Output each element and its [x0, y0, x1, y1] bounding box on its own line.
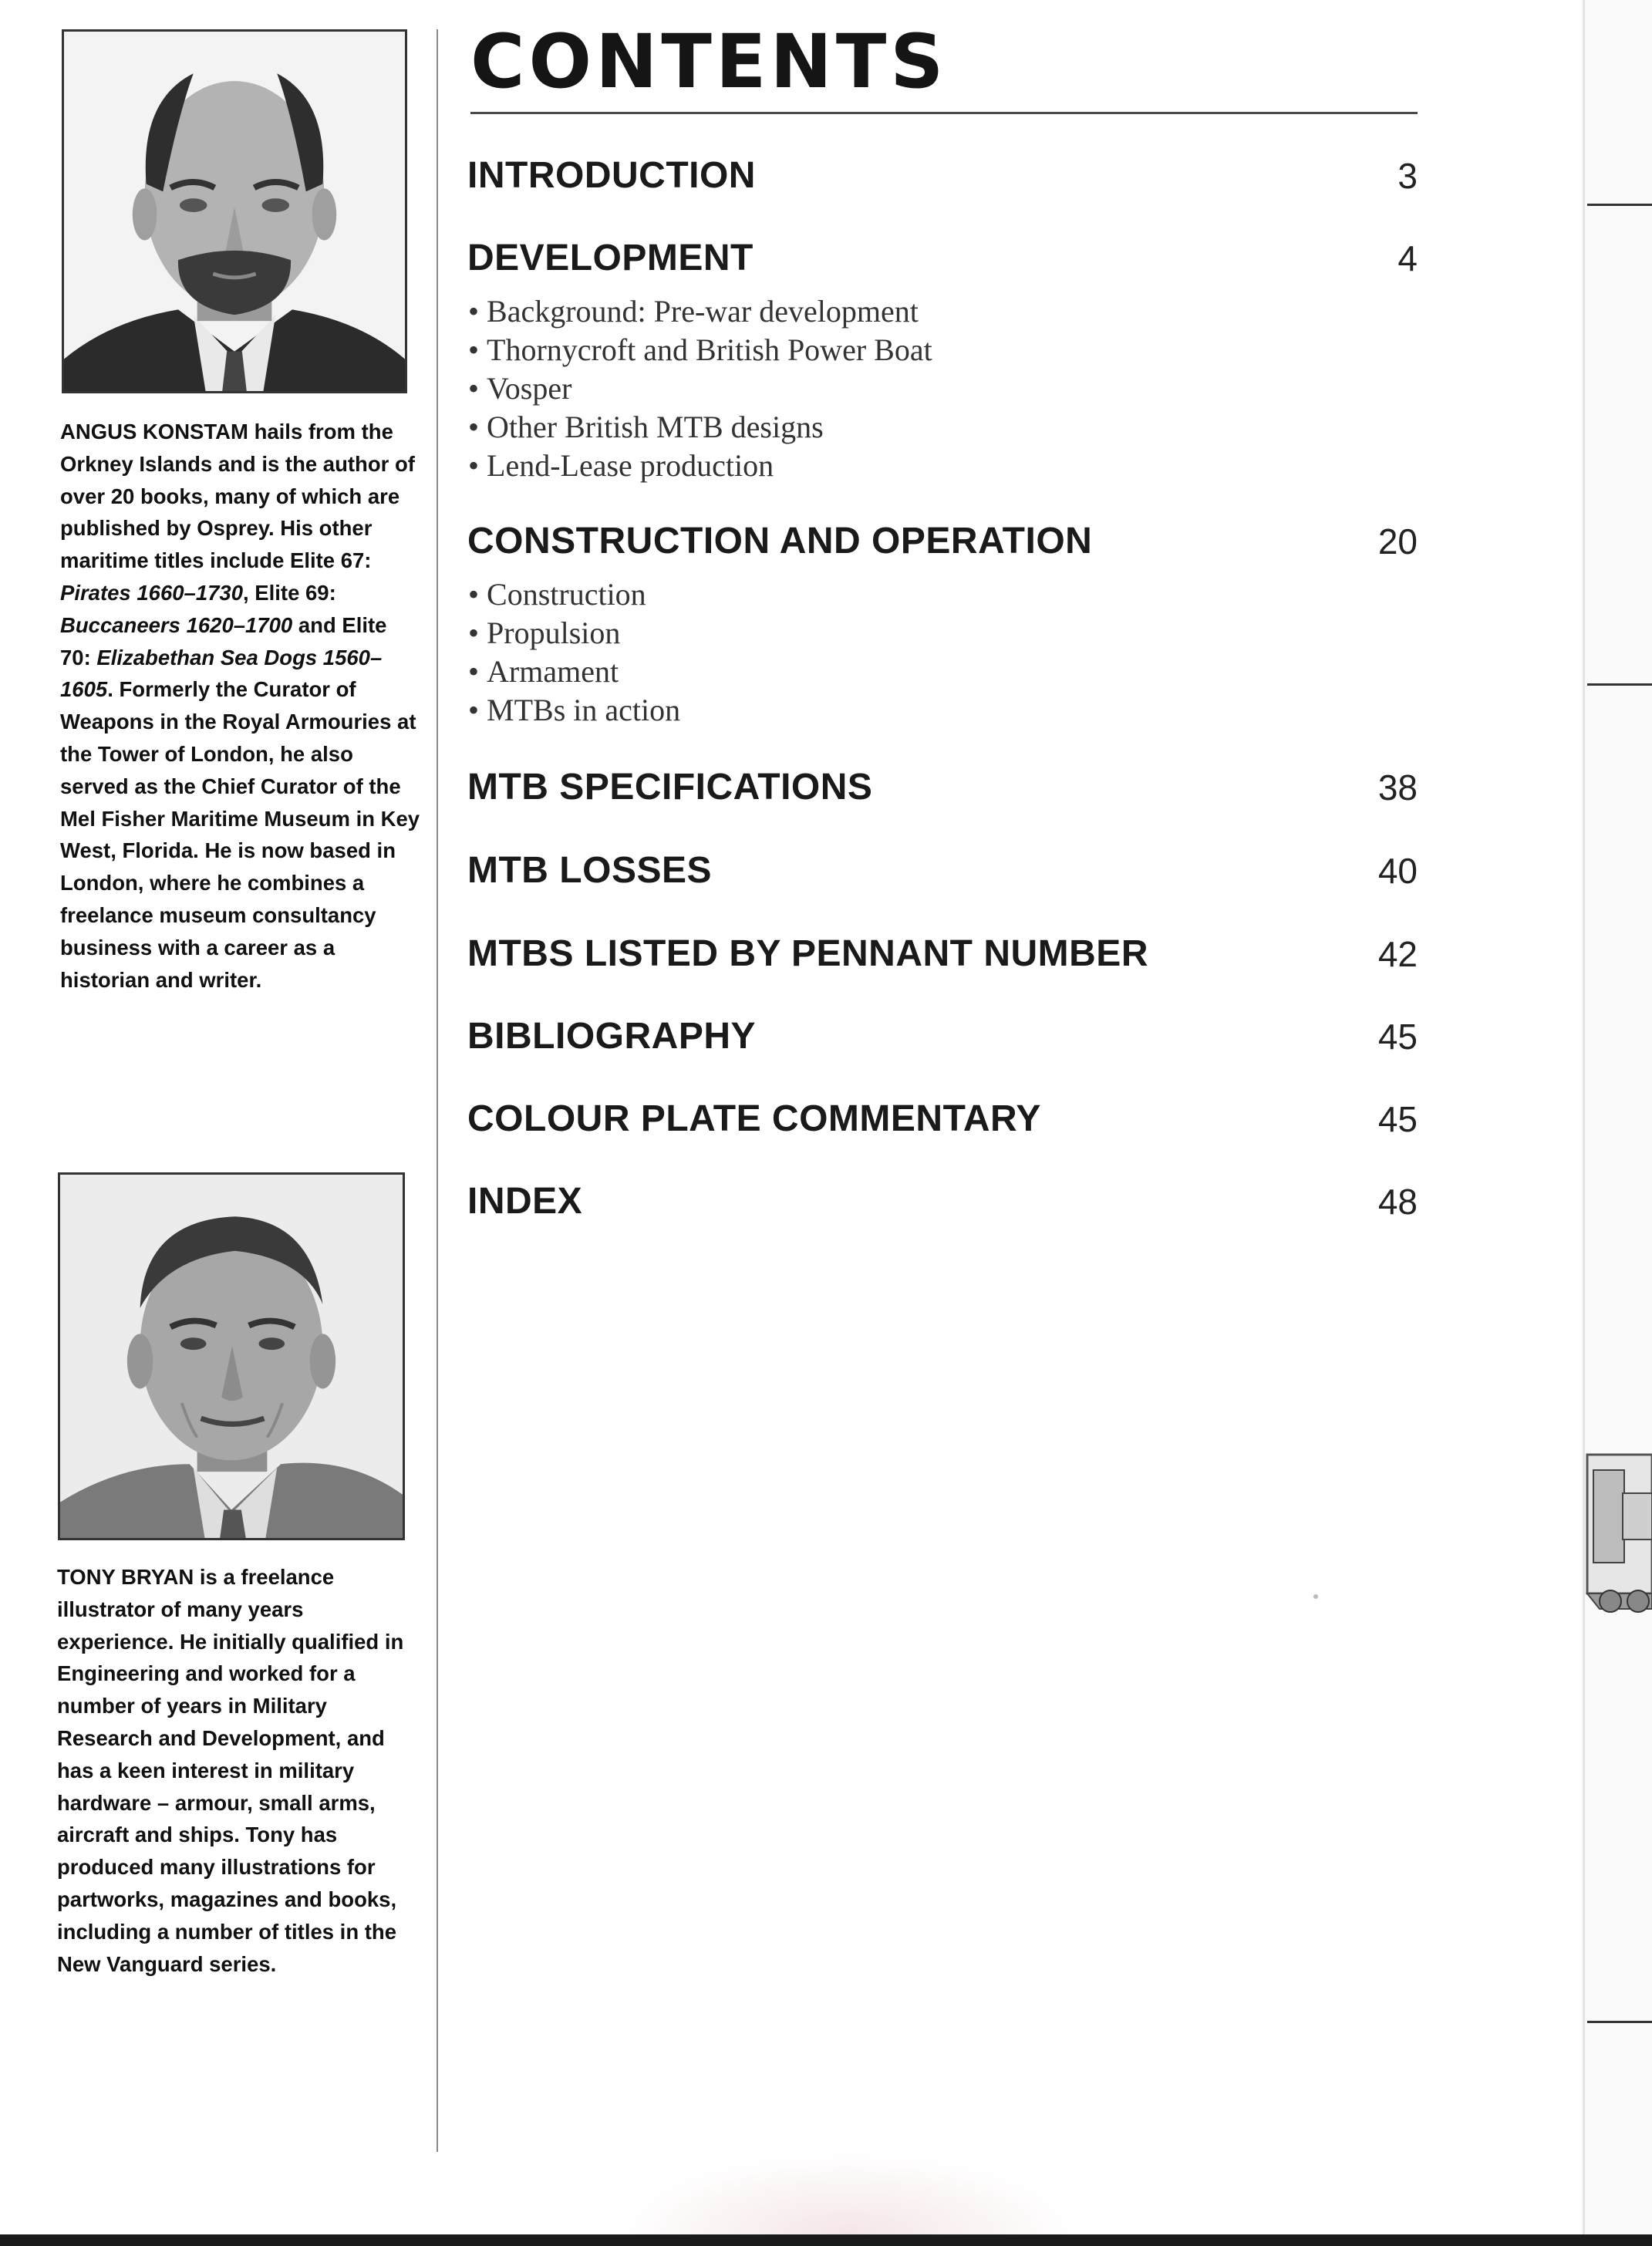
boat-illustration-fragment-icon	[1584, 1447, 1652, 1624]
facing-page-rule	[1587, 683, 1652, 686]
toc-entry[interactable]	[467, 235, 1418, 282]
scan-bottom-edge	[0, 2234, 1652, 2246]
toc-subsection-item[interactable]	[468, 331, 932, 369]
toc-entry[interactable]	[467, 518, 1418, 565]
facing-page-rule	[1587, 2021, 1652, 2023]
toc-page-number: 45	[1377, 1017, 1418, 1057]
bio-text: and Elite 70:	[60, 612, 387, 669]
toc-heading: MTB LOSSES	[467, 850, 713, 891]
toc-subsection-label: Background: Pre-war development	[487, 294, 919, 329]
toc-subsection-label: Thornycroft and British Power Boat	[487, 332, 932, 367]
toc-entry[interactable]	[467, 1179, 1418, 1225]
toc-subsection-label: Lend-Lease production	[487, 448, 774, 483]
toc-subsection-label: Vosper	[487, 371, 572, 406]
toc-heading: BIBLIOGRAPHY	[467, 1016, 757, 1057]
toc-page-number: 40	[1377, 851, 1418, 891]
toc-page-number: 38	[1377, 767, 1418, 808]
bullet-icon: •	[468, 371, 480, 406]
author-bio	[60, 416, 423, 996]
toc-heading: MTB SPECIFICATIONS	[467, 767, 873, 808]
toc-subsection-item[interactable]	[468, 369, 932, 408]
toc-subsection-item[interactable]	[468, 653, 680, 691]
bullet-icon: •	[468, 577, 480, 612]
facing-page-edge	[1583, 0, 1652, 2246]
author-portrait-icon	[62, 29, 407, 393]
toc-subsection-item[interactable]	[468, 614, 680, 653]
toc-heading: CONSTRUCTION AND OPERATION	[467, 521, 1093, 562]
title-underline	[470, 112, 1418, 114]
toc-heading: COLOUR PLATE COMMENTARY	[467, 1098, 1041, 1139]
toc-page-number: 20	[1377, 521, 1418, 562]
toc-subsection-list	[468, 292, 932, 485]
bio-text: Elizabethan Sea Dogs 1560–1605	[60, 645, 383, 702]
facing-page-rule	[1587, 204, 1652, 206]
toc-entry[interactable]	[467, 764, 1418, 811]
toc-subsection-label: Other British MTB designs	[487, 410, 824, 444]
toc-entry[interactable]	[467, 931, 1418, 977]
toc-page-number: 45	[1377, 1099, 1418, 1139]
toc-page-number: 4	[1397, 238, 1418, 278]
toc-heading: INDEX	[467, 1181, 583, 1222]
column-divider	[437, 29, 438, 2152]
toc-entry[interactable]	[467, 848, 1418, 894]
bullet-icon: •	[468, 654, 480, 689]
toc-entry[interactable]	[467, 1096, 1418, 1142]
bio-text: Pirates 1660–1730	[60, 580, 244, 605]
bullet-icon: •	[468, 615, 480, 650]
bio-text: , Elite 69:	[243, 580, 336, 605]
bullet-icon: •	[468, 693, 480, 727]
toc-subsection-list	[468, 575, 680, 730]
page-title: CONTENTS	[470, 19, 948, 105]
bullet-icon: •	[468, 332, 480, 367]
toc-subsection-label: Construction	[487, 577, 646, 612]
toc-subsection-item[interactable]	[468, 408, 932, 447]
toc-subsection-label: Armament	[487, 654, 619, 689]
bio-text: ANGUS KONSTAM hails from the Orkney Islands and is the author of over 20 books, many of which are published by Osprey. His other maritime titles include Elite 67:	[60, 420, 415, 573]
bio-text: Buccaneers 1620–1700	[60, 612, 293, 637]
toc-subsection-label: Propulsion	[487, 615, 621, 650]
toc-entry[interactable]	[467, 1013, 1418, 1060]
bio-text: TONY BRYAN is a freelance illustrator of many years experience. He initially qualified in Engineering and worked for a number of years in Military Research and Development, and has a keen interest in military hardware – armour, small arms, aircraft and ships. Tony has produced many illustrations for partworks, magazines and books, including a number of titles in the New Vanguard series.	[57, 1565, 404, 1976]
illustrator-portrait-icon	[58, 1172, 405, 1540]
toc-subsection-item[interactable]	[468, 292, 932, 331]
toc-page-number: 42	[1377, 934, 1418, 974]
toc-subsection-item[interactable]	[468, 447, 932, 485]
page-fold	[1583, 0, 1585, 2246]
bio-text: . Formerly the Curator of Weapons in the Royal Armouries at the Tower of London, he also served as the Chief Curator of the Mel Fisher Maritime Museum in Key West, Florida. He is now based in London, where he combines a freelance museum consultancy business with a career as a historian and writer.	[60, 677, 420, 992]
toc-page-number: 48	[1377, 1182, 1418, 1222]
toc-subsection-label: MTBs in action	[487, 693, 681, 727]
bullet-icon: •	[468, 448, 480, 483]
toc-subsection-item[interactable]	[468, 575, 680, 614]
scan-shadow	[617, 2152, 1080, 2234]
toc-subsection-item[interactable]	[468, 691, 680, 730]
toc-page-number: 3	[1397, 156, 1418, 196]
bullet-icon: •	[468, 410, 480, 444]
bullet-icon: •	[468, 294, 480, 329]
toc-heading: MTBS LISTED BY PENNANT NUMBER	[467, 933, 1148, 974]
toc-heading: DEVELOPMENT	[467, 238, 754, 278]
toc-entry[interactable]	[467, 153, 1418, 199]
toc-heading: INTRODUCTION	[467, 155, 756, 196]
scan-speck	[1313, 1594, 1318, 1599]
illustrator-bio	[57, 1561, 420, 1980]
